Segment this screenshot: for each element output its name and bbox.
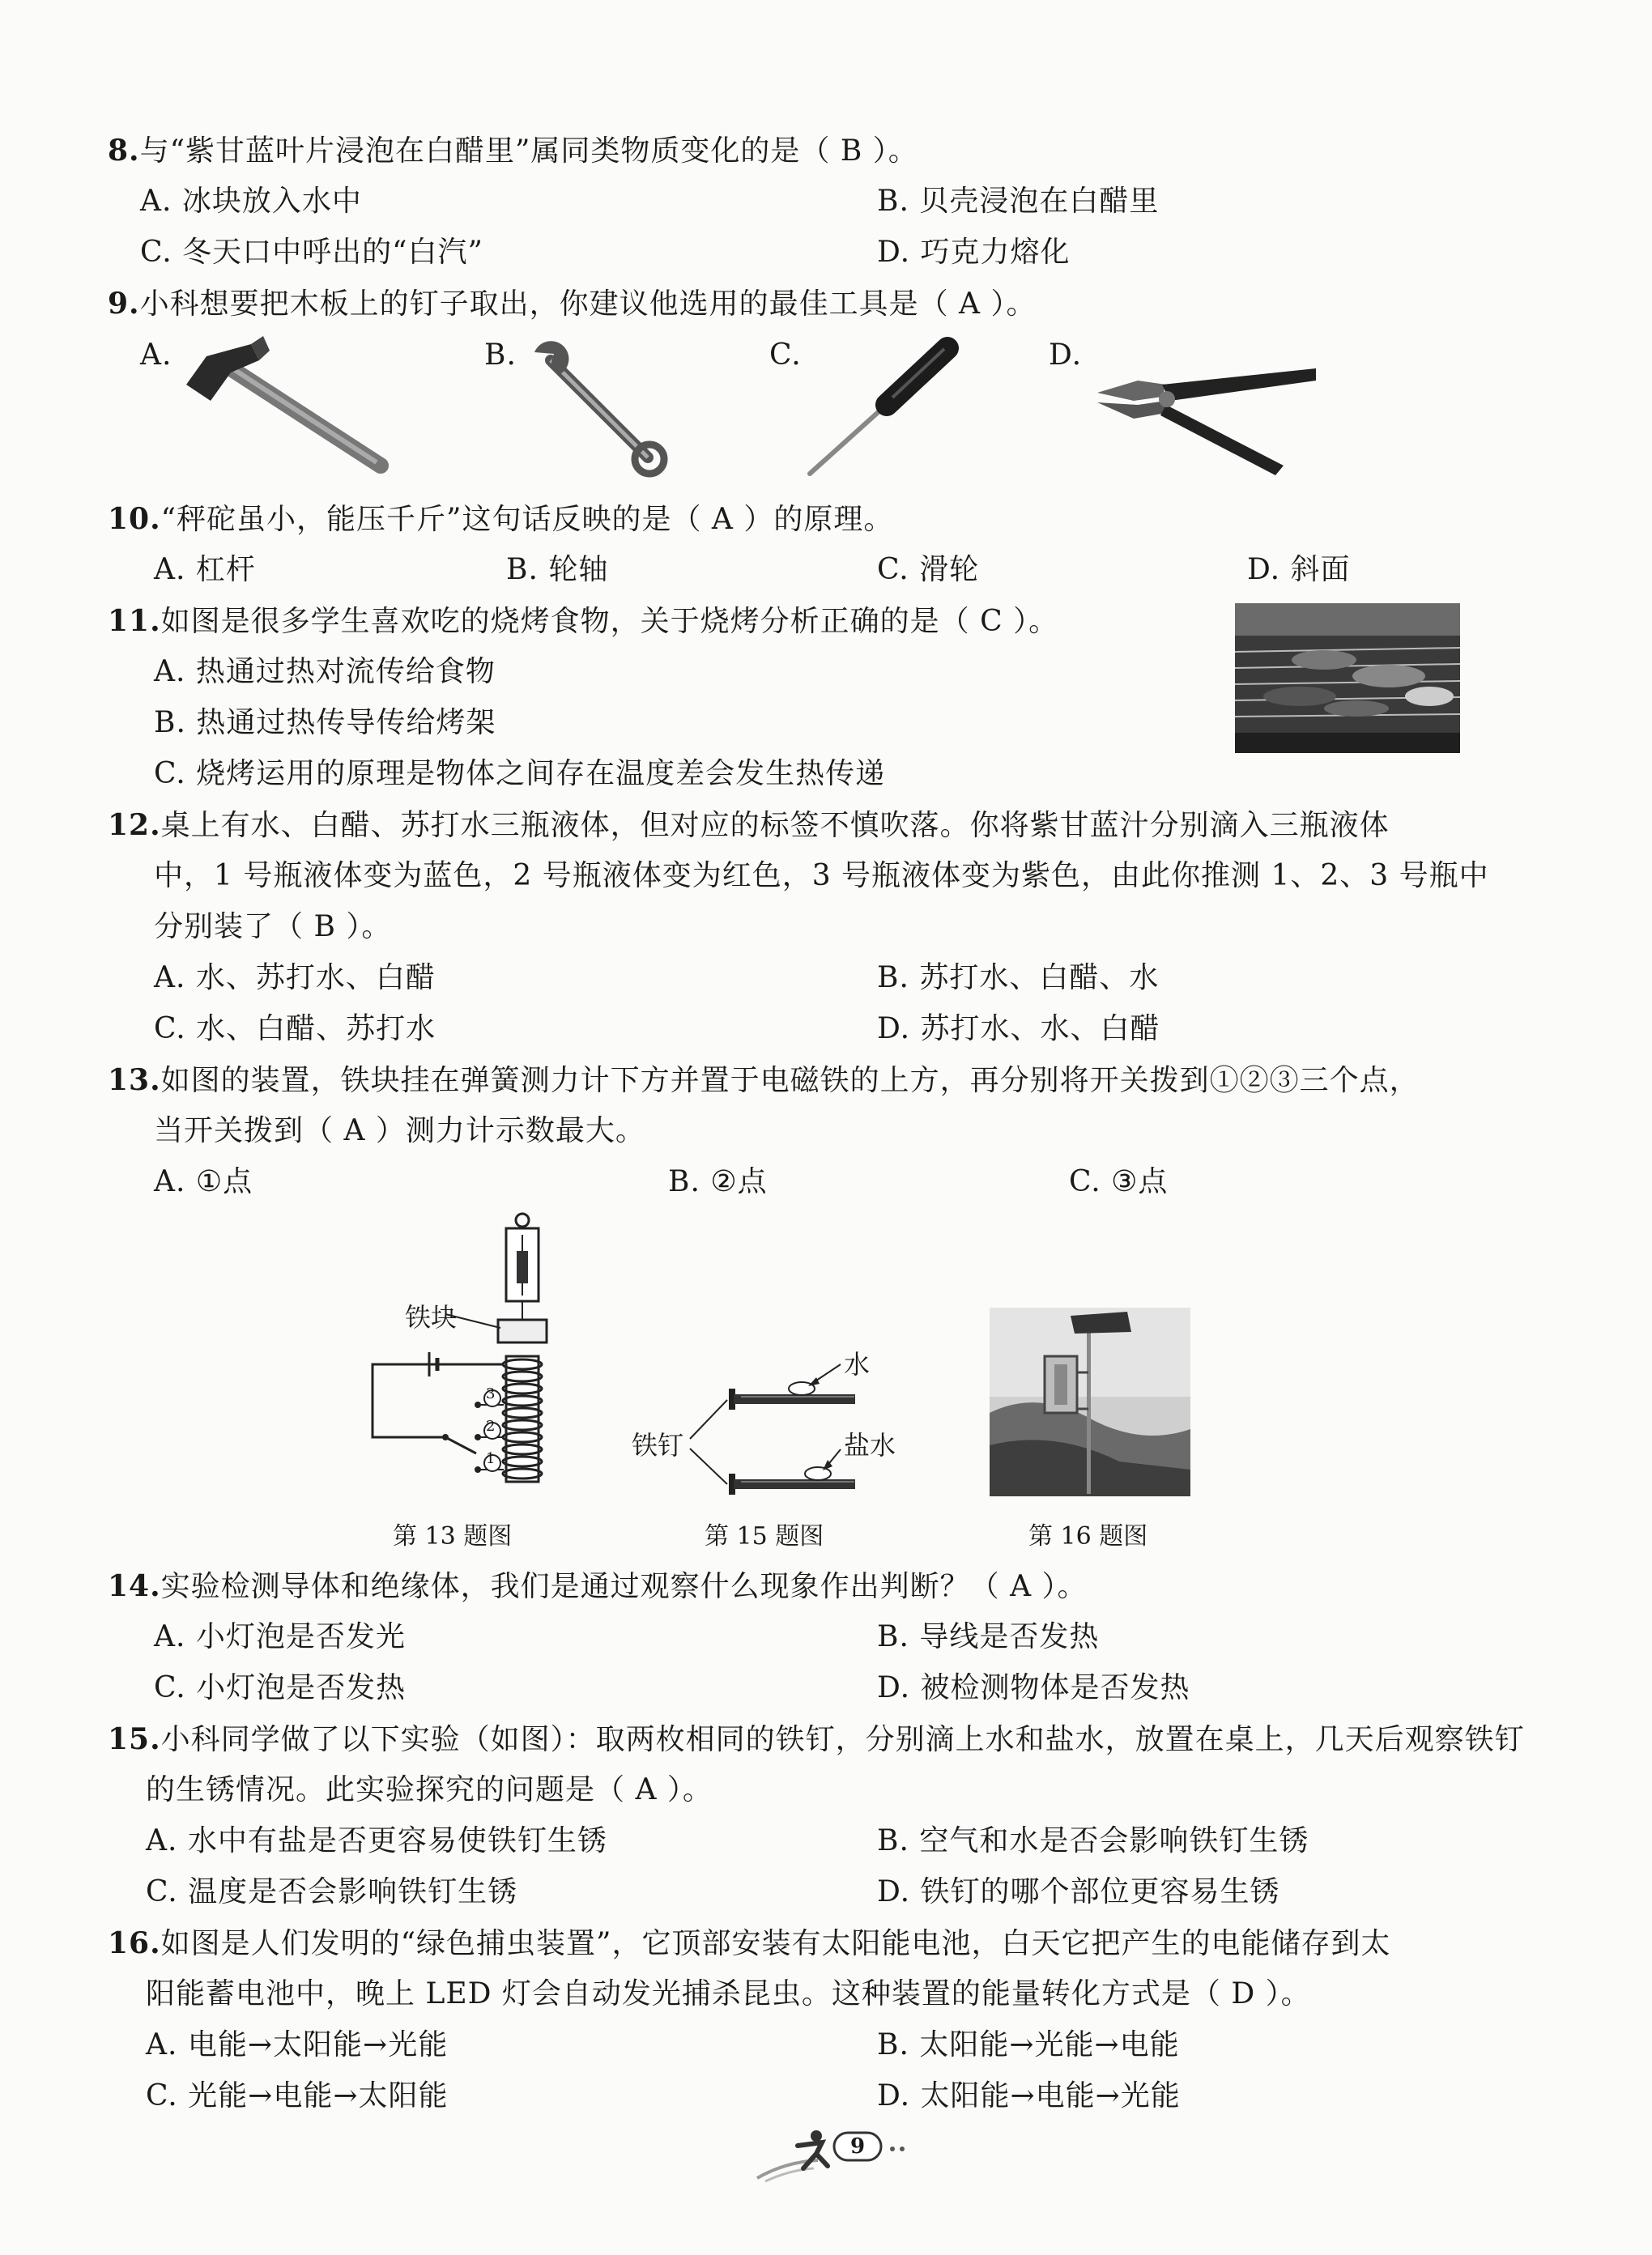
option-c: C. 小灯泡是否发热 <box>154 1671 407 1704</box>
hammer-icon <box>174 336 393 482</box>
option-c: C. 冬天口中呼出的“白汽” <box>140 236 483 269</box>
figure-15-caption: 第 15 题图 <box>705 1522 824 1551</box>
option-b: B. 轮轴 <box>506 553 609 586</box>
nail-label: 铁钉 <box>632 1430 684 1461</box>
option-d: D. 苏打水、水、白醋 <box>877 1012 1160 1045</box>
figure-16-caption: 第 16 题图 <box>1028 1522 1148 1551</box>
screwdriver-icon <box>802 336 964 482</box>
question-text: 实验检测导体和绝缘体，我们是通过观察什么现象作出判断？（ A ）。 <box>160 1570 1088 1603</box>
question-number: 16. <box>108 1926 161 1960</box>
question-15 <box>108 1720 1525 1759</box>
pliers-icon <box>1089 344 1324 482</box>
option-b: B. 苏打水、白醋、水 <box>877 961 1160 994</box>
option-b: B. 热通过热传导传给烤架 <box>154 706 496 739</box>
question-text-line1: 桌上有水、白醋、苏打水三瓶液体，但对应的标签不慎吹落。你将紫甘蓝汁分别滴入三瓶液体 <box>160 809 1390 842</box>
option-b: B. ②点 <box>668 1165 768 1198</box>
page-footer <box>753 2121 939 2186</box>
option-c: C. 温度是否会影响铁钉生锈 <box>146 1875 518 1908</box>
figure-13-electromagnet <box>356 1210 583 1518</box>
question-9 <box>108 284 1036 324</box>
question-text: 小科想要把木板上的钉子取出，你建议他选用的最佳工具是（ A ）。 <box>139 287 1037 321</box>
option-b: B. 导线是否发热 <box>877 1620 1100 1653</box>
page-number: 9 <box>849 2134 866 2159</box>
question-text: 如图是很多学生喜欢吃的烧烤食物，关于烧烤分析正确的是（ C ）。 <box>160 605 1059 638</box>
option-a: A. 水中有盐是否更容易使铁钉生锈 <box>146 1824 607 1857</box>
point-1-label: 1 <box>486 1450 496 1467</box>
option-c: C. ③点 <box>1069 1165 1169 1198</box>
question-10 <box>108 500 893 539</box>
question-16 <box>108 1924 1390 1964</box>
iron-block-label: 铁块 <box>405 1302 458 1333</box>
question-number: 8. <box>108 134 140 168</box>
question-text-line2: 当开关拨到（ A ）测力计示数最大。 <box>154 1114 645 1147</box>
question-number: 9. <box>108 287 140 321</box>
option-a: A. 杠杆 <box>154 553 256 586</box>
water-label: 水 <box>844 1349 871 1380</box>
option-c: C. 水、白醋、苏打水 <box>154 1012 436 1045</box>
option-d: D. 太阳能→电能→光能 <box>877 2079 1181 2112</box>
question-number: 12. <box>108 808 161 842</box>
option-d: D. 斜面 <box>1247 553 1351 586</box>
option-a: A. 小灯泡是否发光 <box>154 1620 406 1653</box>
question-number: 14. <box>108 1569 161 1603</box>
question-11 <box>108 602 1058 641</box>
option-d: D. <box>1049 338 1083 372</box>
option-c: C. 烧烤运用的原理是物体之间存在温度差会发生热传递 <box>154 757 886 790</box>
option-c: C. 滑轮 <box>877 553 980 586</box>
question-13 <box>108 1061 1420 1100</box>
question-number: 15. <box>108 1722 161 1756</box>
question-12 <box>108 806 1390 845</box>
question-14 <box>108 1567 1088 1606</box>
question-text: 与“紫甘蓝叶片浸泡在白醋里”属同类物质变化的是（ B ）。 <box>139 134 918 168</box>
wrench-icon <box>526 336 672 482</box>
question-text-line3: 分别装了（ B ）。 <box>154 910 392 943</box>
figure-15-nails <box>624 1348 896 1518</box>
option-d: D. 巧克力熔化 <box>877 236 1071 269</box>
question-number: 11. <box>108 604 161 638</box>
question-number: 10. <box>108 502 161 536</box>
question-8 <box>108 131 918 171</box>
question-text-line2: 的生锈情况。此实验探究的问题是（ A ）。 <box>146 1773 713 1806</box>
option-b: B. 太阳能→光能→电能 <box>877 2028 1180 2061</box>
point-2-label: 2 <box>486 1418 496 1435</box>
question-text-line1: 小科同学做了以下实验（如图）：取两枚相同的铁钉，分别滴上水和盐水，放置在桌上，几天后观察铁钉 <box>160 1723 1525 1756</box>
option-a: A. 热通过热对流传给食物 <box>154 655 496 688</box>
question-text-line1: 如图是人们发明的“绿色捕虫装置”，它顶部安装有太阳能电池，白天它把产生的电能储存到太 <box>160 1927 1391 1960</box>
saltwater-label: 盐水 <box>844 1430 896 1461</box>
option-a: A. 水、苏打水、白醋 <box>154 961 436 994</box>
figure-13-caption: 第 13 题图 <box>393 1522 513 1551</box>
option-c: C. <box>769 338 802 372</box>
question-number: 13. <box>108 1063 161 1097</box>
option-c: C. 光能→电能→太阳能 <box>146 2079 449 2112</box>
point-3-label: 3 <box>486 1385 496 1402</box>
question-text-line2: 中，1 号瓶液体变为蓝色，2 号瓶液体变为红色，3 号瓶液体变为紫色，由此你推测 1、2、3 号瓶中 <box>154 859 1489 892</box>
figure-16-solar-insect-trap-photo <box>990 1308 1190 1496</box>
option-a: A. ①点 <box>154 1165 253 1198</box>
question-text-line2: 阳能蓄电池中，晚上 LED 灯会自动发光捕杀昆虫。这种装置的能量转化方式是（ D ）。 <box>146 1977 1311 2010</box>
option-a: A. 冰块放入水中 <box>140 185 362 218</box>
question-text-line1: 如图的装置，铁块挂在弹簧测力计下方并置于电磁铁的上方，再分别将开关拨到①②③三个点， <box>160 1064 1420 1097</box>
electromagnet-diagram <box>356 1210 583 1510</box>
option-b: B. 贝壳浸泡在白醋里 <box>877 185 1160 218</box>
option-b: B. <box>484 338 517 372</box>
barbecue-photo <box>1235 603 1460 753</box>
option-a: A. <box>140 338 172 372</box>
option-b: B. 空气和水是否会影响铁钉生锈 <box>877 1824 1309 1857</box>
question-text: “秤砣虽小，能压千斤”这句话反映的是（ A ）的原理。 <box>160 503 894 536</box>
option-a: A. 电能→太阳能→光能 <box>146 2028 449 2061</box>
option-d: D. 被检测物体是否发热 <box>877 1671 1190 1704</box>
option-d: D. 铁钉的哪个部位更容易生锈 <box>877 1875 1280 1908</box>
